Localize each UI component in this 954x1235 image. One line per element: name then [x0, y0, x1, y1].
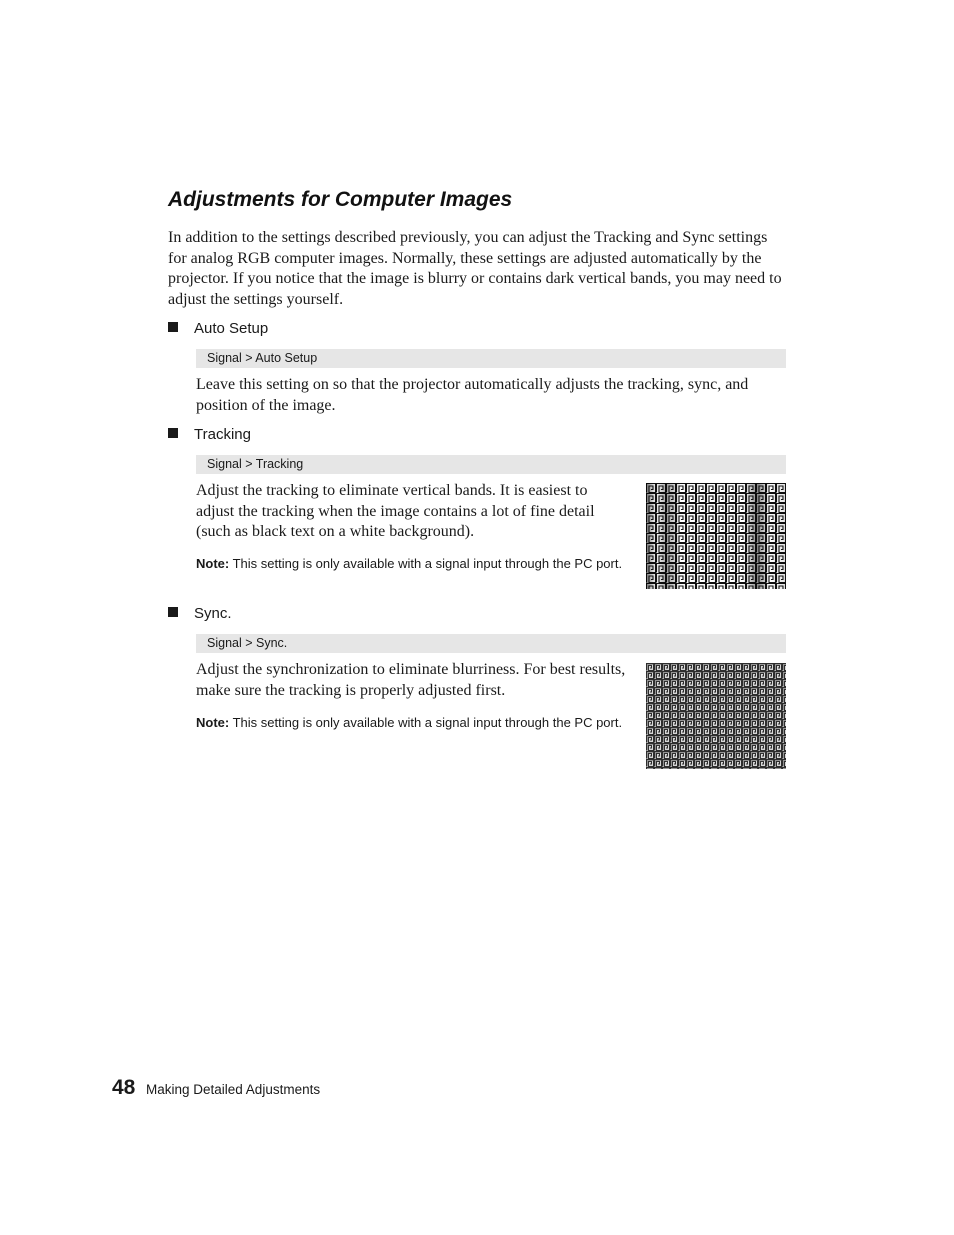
menu-path-sync: Signal > Sync. [196, 634, 786, 653]
sync-description: Adjust the synchronization to eliminate blurriness. For best results, make sure the tracking is properly adjusted first. [196, 661, 626, 699]
bullet-sync [168, 604, 232, 624]
menu-path-auto-setup: Signal > Auto Setup [196, 349, 786, 368]
section-title: Adjustments for Computer Images [168, 188, 513, 211]
tracking-example-image [646, 483, 786, 589]
note-label: Note: [196, 715, 230, 730]
bullet-label: Tracking [194, 426, 251, 443]
sync-note [196, 714, 636, 732]
bullet-auto-setup [168, 319, 268, 339]
note-label: Note: [196, 556, 230, 571]
bullet-square-icon [168, 322, 178, 332]
sync-example-image [646, 663, 786, 769]
bullet-square-icon [168, 428, 178, 438]
bullet-label: Auto Setup [194, 320, 269, 337]
bullet-square-icon [168, 607, 178, 617]
bullet-tracking [168, 425, 251, 445]
menu-path-tracking: Signal > Tracking [196, 455, 786, 474]
tracking-description: Adjust the tracking to eliminate vertical bands. It is easiest to adjust the tracking when the image contains a lot of fine detail (such as black text on a white background). [196, 482, 595, 540]
note-text: This setting is only available with a signal input through the PC port. [229, 556, 623, 571]
intro-paragraph: In addition to the settings described previously, you can adjust the Tracking and Sync settings for analog RGB computer images. Normally, these settings are adjusted automatically by the projector. If you notice that the image is blurry or contains dark vertical bands, you may need to adjust the settings yourself. [168, 229, 782, 308]
bullet-label: Sync. [194, 605, 232, 622]
note-text: This setting is only available with a signal input through the PC port. [229, 715, 623, 730]
tracking-note [196, 555, 636, 573]
chapter-title: Making Detailed Adjustments [146, 1082, 321, 1097]
auto-setup-description: Leave this setting on so that the projector automatically adjusts the tracking, sync, and position of the image. [196, 376, 749, 414]
page-number: 48 [112, 1076, 136, 1099]
